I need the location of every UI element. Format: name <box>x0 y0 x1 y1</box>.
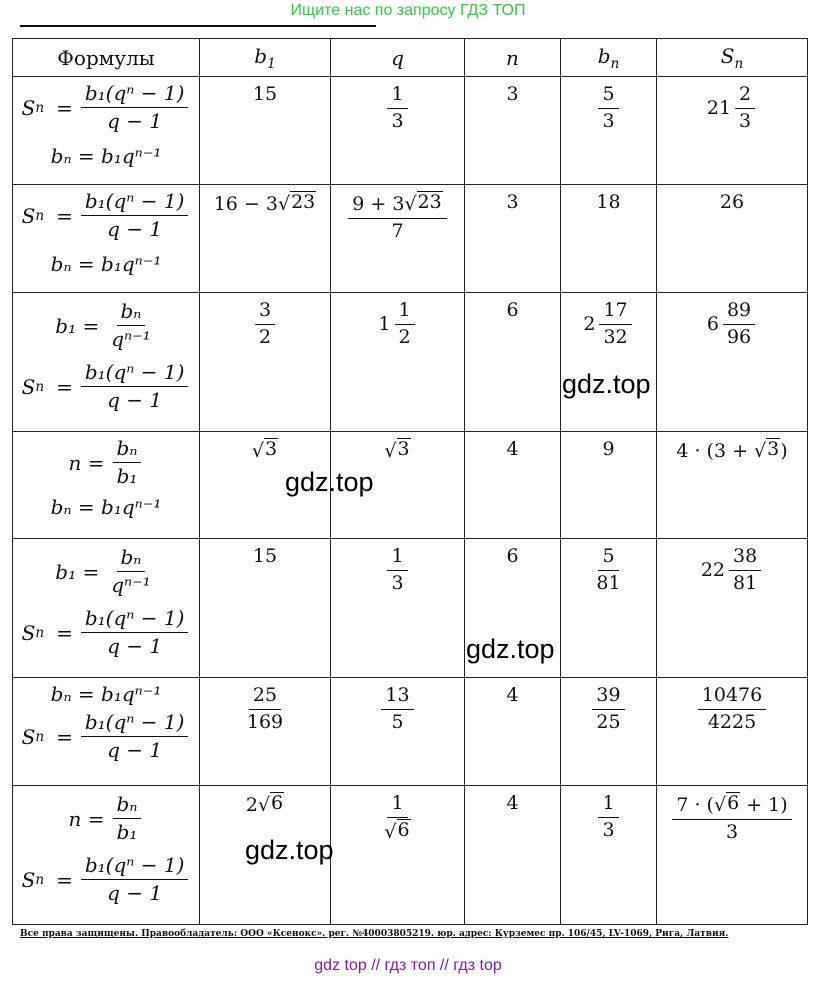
n-cell: 3 <box>465 77 561 185</box>
q-cell: $\frac{1}{3}$ <box>331 77 465 185</box>
b1-cell: $\frac{3}{2}$ <box>200 293 331 432</box>
q-cell: 9 + 3 √ 23 7 <box>331 185 465 293</box>
header-n: n <box>465 39 561 77</box>
formula-cell: b₁ = $\frac{\text{bₙ}}{\text{qⁿ⁻¹}}$ S n = $\frac{\text{b₁(qⁿ − 1)}}{q - 1}$ <box>13 539 200 678</box>
header-sn: $S_n$ <box>657 39 808 77</box>
watermark: gdz.top <box>285 467 374 497</box>
formula-cell: S n = $\frac{\text{b₁(qⁿ − 1)}}{q - 1}$ bₙ = b₁qⁿ⁻¹ <box>13 77 200 185</box>
table-row <box>13 432 808 539</box>
bn-cell: 9 <box>561 432 657 539</box>
sn-cell: 7 · ( √ 6 + 1) 3 <box>657 786 808 925</box>
table-row <box>13 539 808 678</box>
table-row <box>13 77 808 185</box>
n-cell: 4 <box>465 432 561 539</box>
b1-cell: 15 <box>200 77 331 185</box>
n-cell: 6 <box>465 539 561 678</box>
table-row <box>13 786 808 925</box>
copyright-notice: Все права защищены. Правообладатель: ООО «Ксенокс». рег. №40003805219. юр. адрес: Курземес пр. 106/45, LV-1069, Рига, Латвия. <box>20 929 729 939</box>
formula-cell: bₙ = b₁qⁿ⁻¹ S n = $\frac{\text{b₁(qⁿ − 1)}}{q - 1}$ <box>13 678 200 786</box>
n-cell: 4 <box>465 678 561 786</box>
header-b1: $b_1$ <box>200 39 331 77</box>
top-search-hint[interactable]: Ищите нас по запросу ГДЗ ТОП <box>290 2 526 19</box>
q-cell: 1 $\frac{1}{2}$ <box>331 293 465 432</box>
bn-cell: $\frac{1}{3}$ <box>561 786 657 925</box>
n-cell: 6 <box>465 293 561 432</box>
sn-cell: 26 <box>657 185 808 293</box>
sn-cell: 21 $\frac{2}{3}$ <box>657 77 808 185</box>
bottom-links[interactable]: gdz top // гдз топ // гдз top <box>314 957 502 974</box>
watermark: gdz.top <box>562 369 651 399</box>
table-row <box>13 185 808 293</box>
sn-cell: 6 $\frac{89}{96}$ <box>657 293 808 432</box>
b1-cell: 15 <box>200 539 331 678</box>
b1-cell: 16 − 3 √ 23 <box>200 185 331 293</box>
sn-cell: 22 $\frac{38}{81}$ <box>657 539 808 678</box>
top-underline <box>20 25 376 27</box>
table-row <box>13 678 808 786</box>
q-cell: √ 3 <box>331 432 465 539</box>
watermark: gdz.top <box>466 634 555 664</box>
formula-table <box>12 38 808 925</box>
q-cell: $\frac{13}{5}$ <box>331 678 465 786</box>
bn-cell: 2 $\frac{17}{32}$ <box>561 293 657 432</box>
formula-cell: S n = $\frac{\text{b₁(qⁿ − 1)}}{q - 1}$ bₙ = b₁qⁿ⁻¹ <box>13 185 200 293</box>
formula-cell: b₁ = $\frac{\text{bₙ}}{\text{qⁿ⁻¹}}$ S n = $\frac{\text{b₁(qⁿ − 1)}}{q - 1}$ <box>13 293 200 432</box>
bn-cell: $\frac{39}{25}$ <box>561 678 657 786</box>
header-row <box>13 39 808 77</box>
formula-cell: n = $\frac{\text{bₙ}}{\text{b₁}}$ S n = $\frac{\text{b₁(qⁿ − 1)}}{q - 1}$ <box>13 786 200 925</box>
formula-cell: n = $\frac{\text{bₙ}}{\text{b₁}}$ bₙ = b₁qⁿ⁻¹ <box>13 432 200 539</box>
bn-cell: $\frac{5}{3}$ <box>561 77 657 185</box>
header-formulas: Формулы <box>13 39 200 77</box>
table-row <box>13 293 808 432</box>
q-cell: 1 √ 6 <box>331 786 465 925</box>
bn-cell: $\frac{5}{81}$ <box>561 539 657 678</box>
b1-cell: 2 √ 6 <box>200 786 331 925</box>
bn-cell: 18 <box>561 185 657 293</box>
n-cell: 4 <box>465 786 561 925</box>
sn-cell: 4 · (3 + √ 3 ) <box>657 432 808 539</box>
watermark: gdz.top <box>245 835 334 865</box>
b1-cell: $\frac{25}{169}$ <box>200 678 331 786</box>
sn-cell: $\frac{10476}{4225}$ <box>657 678 808 786</box>
q-cell: $\frac{1}{3}$ <box>331 539 465 678</box>
n-cell: 3 <box>465 185 561 293</box>
b1-cell: √ 3 <box>200 432 331 539</box>
header-bn: $b_n$ <box>561 39 657 77</box>
header-q: q <box>331 39 465 77</box>
